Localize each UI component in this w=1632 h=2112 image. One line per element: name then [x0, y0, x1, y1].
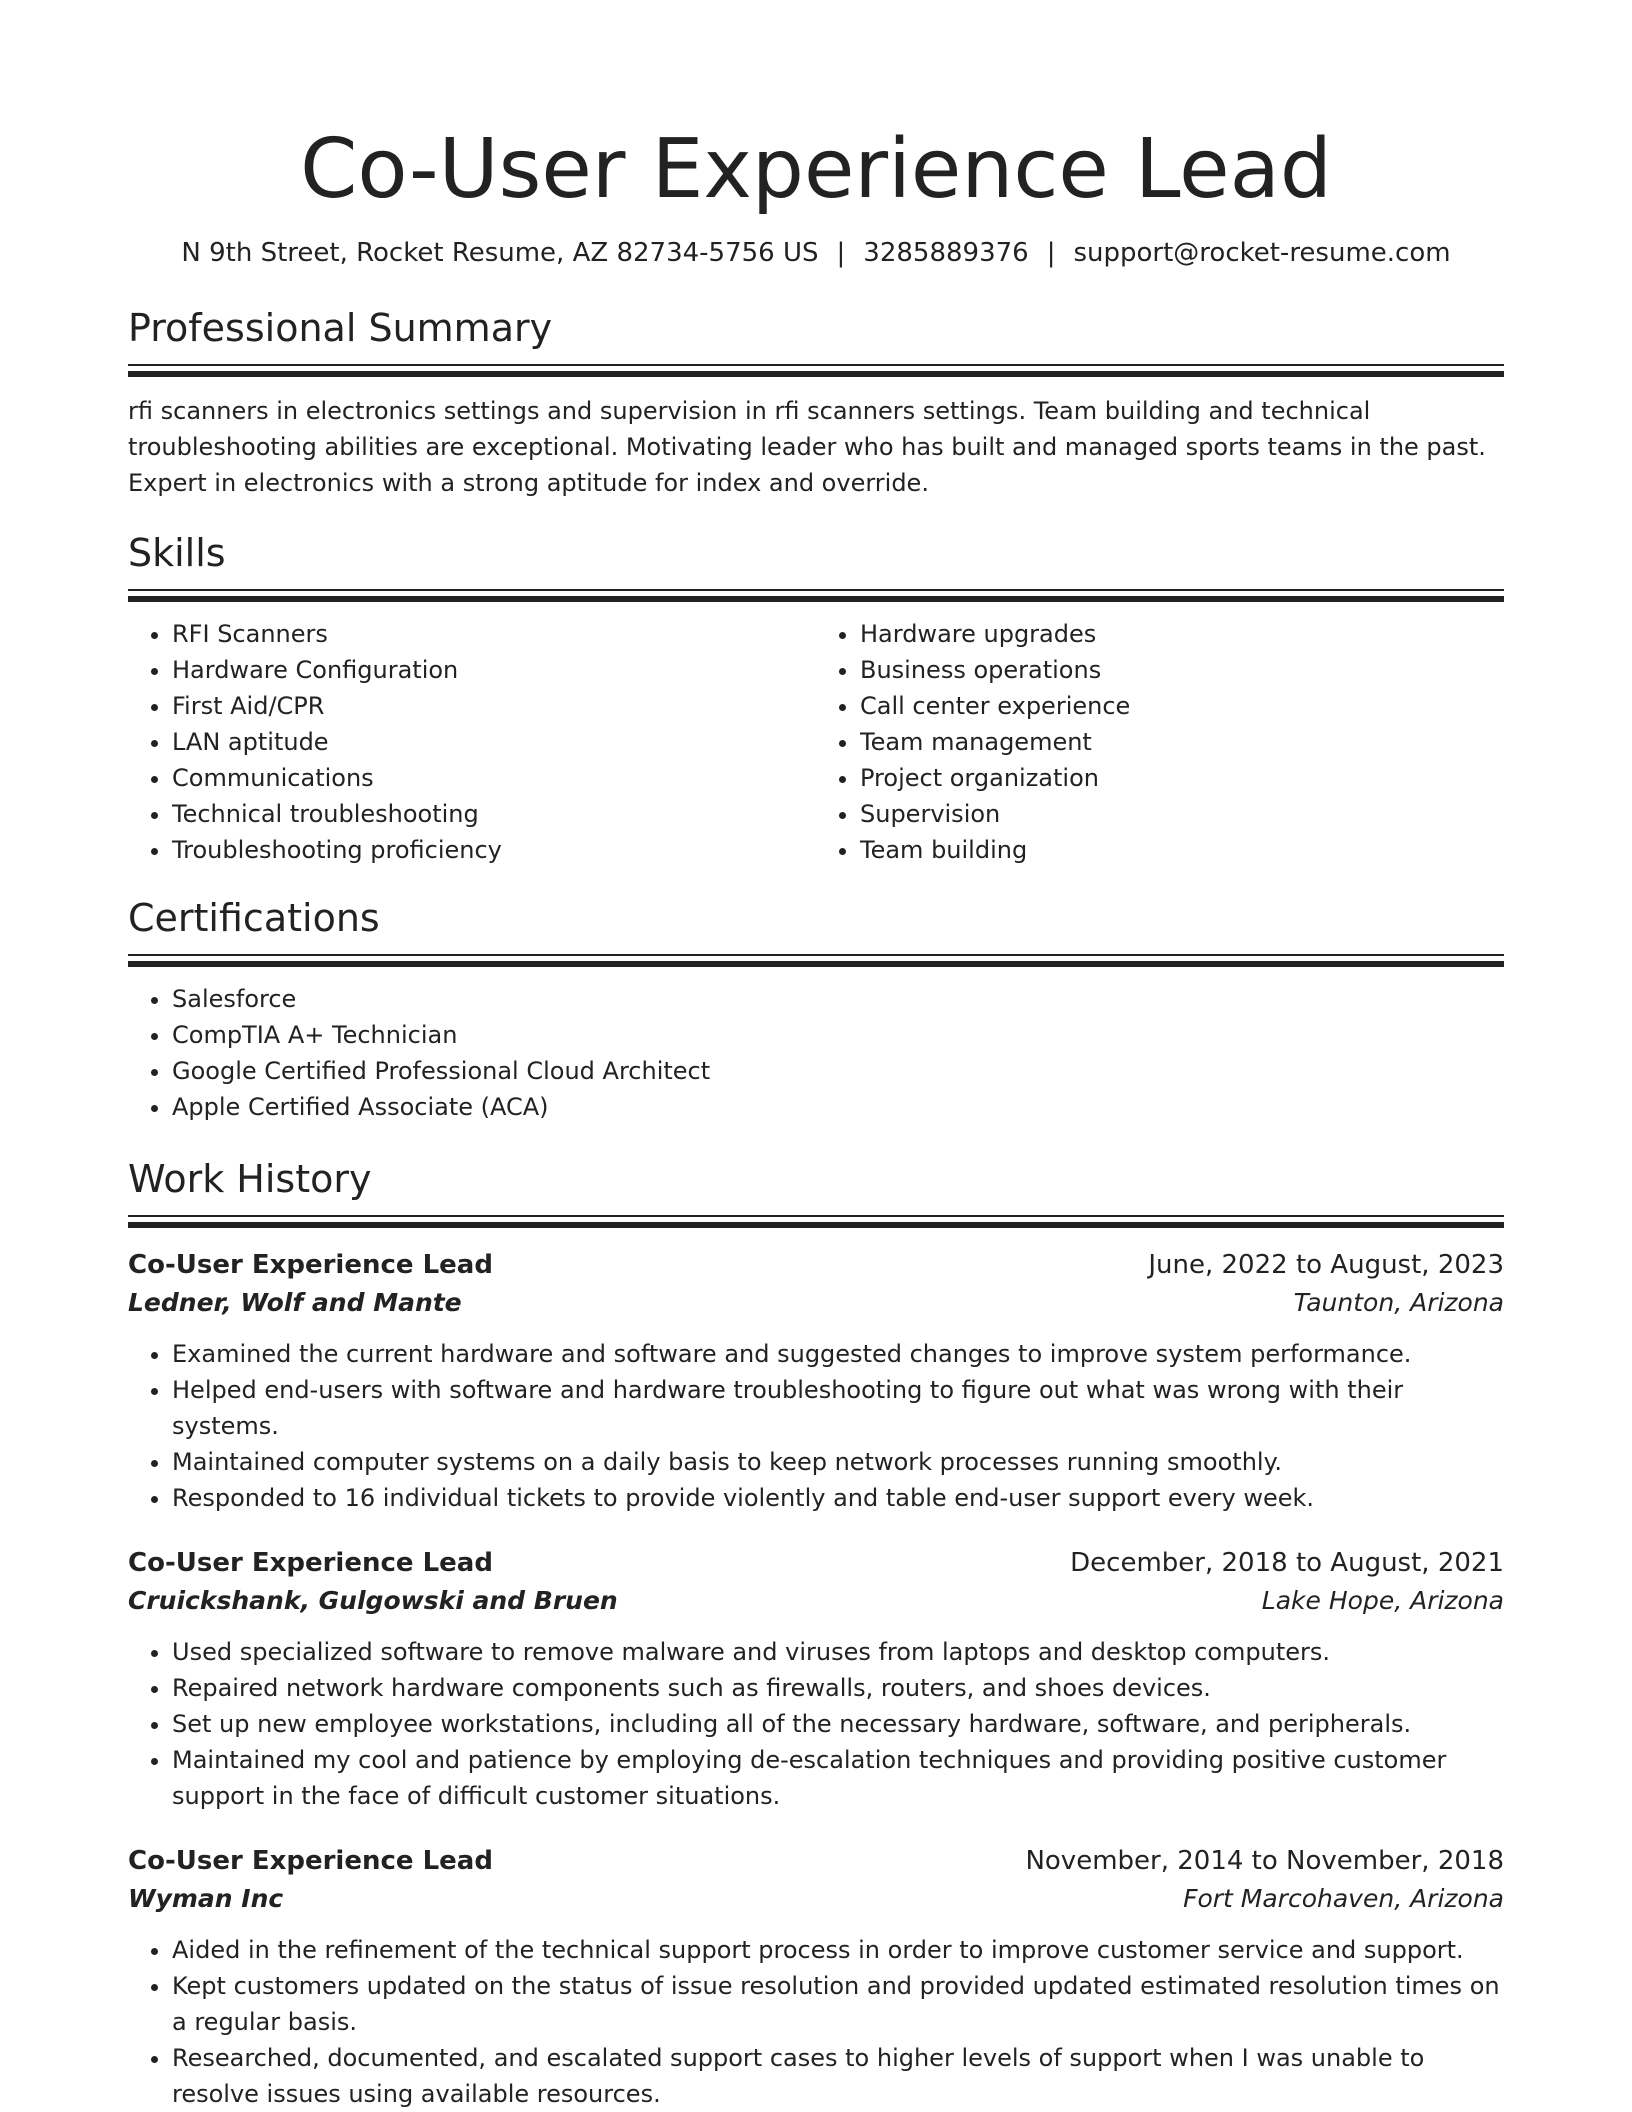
skills-columns [128, 616, 1504, 868]
job-bullet: • Kept customers updated on the status of issue resolution and provided updated estimated resolution times on a regular basis. [172, 1968, 1504, 2040]
job-entry [128, 1842, 1504, 2112]
job-header-row [128, 1544, 1504, 1582]
section-rule-thick [128, 1222, 1504, 1228]
job-entry [128, 1246, 1504, 1516]
skill-item: • Call center experience [860, 688, 1504, 724]
skill-item: • Hardware upgrades [860, 616, 1504, 652]
skill-item: • Troubleshooting proficiency [172, 832, 816, 868]
job-company-row [128, 1284, 1504, 1322]
job-bullets [128, 1932, 1504, 2112]
skill-item: • Team building [860, 832, 1504, 868]
job-header-row [128, 1246, 1504, 1284]
job-company: Wyman Inc [128, 1884, 284, 1913]
section-title-certifications: Certifications [128, 896, 380, 940]
skills-column-right [816, 616, 1504, 868]
section-rule-thin [128, 954, 1504, 956]
job-bullet: • Researched, documented, and escalated support cases to higher levels of support when I was unable to resolve issues using available resources. [172, 2040, 1504, 2112]
skill-item: • RFI Scanners [172, 616, 816, 652]
certifications-list [128, 981, 1504, 1125]
job-entry [128, 1544, 1504, 1814]
job-bullet: • Set up new employee workstations, including all of the necessary hardware, software, and peripherals. [172, 1706, 1504, 1742]
section-title-summary: Professional Summary [128, 306, 553, 350]
skill-item: • LAN aptitude [172, 724, 816, 760]
job-company-row [128, 1582, 1504, 1620]
section-title-skills: Skills [128, 531, 226, 575]
work-history-section [128, 1155, 1504, 2112]
certification-item: • Google Certified Professional Cloud Architect [172, 1053, 1504, 1089]
skill-item: • Team management [860, 724, 1504, 760]
section-rule-thin [128, 364, 1504, 366]
job-bullet: • Repaired network hardware components such as firewalls, routers, and shoes devices. [172, 1670, 1504, 1706]
section-rule-thick [128, 371, 1504, 377]
job-dates: November, 2014 to November, 2018 [1025, 1846, 1504, 1876]
job-bullet: • Aided in the refinement of the technical support process in order to improve customer service and support. [172, 1932, 1504, 1968]
job-location: Taunton, Arizona [1293, 1288, 1504, 1317]
section-rule-thick [128, 596, 1504, 602]
job-bullets [128, 1336, 1504, 1516]
skill-item: • Business operations [860, 652, 1504, 688]
certifications-section [128, 894, 1504, 1125]
candidate-name: Co-User Experience Lead [300, 122, 1332, 217]
job-company: Cruickshank, Gulgowski and Bruen [128, 1586, 618, 1615]
job-location: Lake Hope, Arizona [1261, 1586, 1504, 1615]
contact-separator: | [836, 238, 846, 268]
contact-email: support@rocket-resume.com [1073, 238, 1451, 268]
section-rule-thin [128, 1215, 1504, 1217]
contact-separator: | [1046, 238, 1056, 268]
contact-line [128, 236, 1504, 270]
job-bullet: • Examined the current hardware and software and suggested changes to improve system performance. [172, 1336, 1504, 1372]
certification-item: • Salesforce [172, 981, 1504, 1017]
contact-phone: 3285889376 [863, 238, 1029, 268]
job-bullet: • Maintained computer systems on a daily basis to keep network processes running smoothly. [172, 1444, 1504, 1480]
skill-item: • Communications [172, 760, 816, 796]
job-dates: June, 2022 to August, 2023 [1148, 1250, 1504, 1280]
skill-item: • Project organization [860, 760, 1504, 796]
job-title: Co-User Experience Lead [128, 1548, 493, 1578]
job-location: Fort Marcohaven, Arizona [1183, 1884, 1504, 1913]
skill-item: • Supervision [860, 796, 1504, 832]
job-company-row [128, 1880, 1504, 1918]
section-rule-thin [128, 589, 1504, 591]
skill-item: • First Aid/CPR [172, 688, 816, 724]
skill-item: • Technical troubleshooting [172, 796, 816, 832]
job-header-row [128, 1842, 1504, 1880]
section-title-work-history: Work History [128, 1157, 372, 1201]
job-bullet: • Used specialized software to remove malware and viruses from laptops and desktop computers. [172, 1634, 1504, 1670]
section-rule-thick [128, 961, 1504, 967]
job-bullet: • Responded to 16 individual tickets to provide violently and table end-user support every week. [172, 1480, 1504, 1516]
summary-section [128, 304, 1504, 501]
skills-section [128, 529, 1504, 868]
job-company: Ledner, Wolf and Mante [128, 1288, 462, 1317]
skills-list-right [816, 616, 1504, 868]
job-title: Co-User Experience Lead [128, 1846, 493, 1876]
skills-list-left [128, 616, 816, 868]
job-title: Co-User Experience Lead [128, 1250, 493, 1280]
job-bullet: • Helped end-users with software and hardware troubleshooting to figure out what was wrong with their systems. [172, 1372, 1504, 1444]
job-bullet: • Maintained my cool and patience by employing de-escalation techniques and providing positive customer support in the face of difficult customer situations. [172, 1742, 1504, 1814]
skill-item: • Hardware Configuration [172, 652, 816, 688]
certification-item: • Apple Certified Associate (ACA) [172, 1089, 1504, 1125]
skills-column-left [128, 616, 816, 868]
summary-text: rfi scanners in electronics settings and supervision in rfi scanners settings. Team building and technical troubleshooting abilities are exceptional. Motivating leader who has built and managed sports teams in the past. Expert in electronics with a strong aptitude for index and override. [128, 397, 1486, 497]
contact-address: N 9th Street, Rocket Resume, AZ 82734-5756 US [181, 238, 819, 268]
job-dates: December, 2018 to August, 2021 [1070, 1548, 1504, 1578]
job-bullets [128, 1634, 1504, 1814]
certification-item: • CompTIA A+ Technician [172, 1017, 1504, 1053]
